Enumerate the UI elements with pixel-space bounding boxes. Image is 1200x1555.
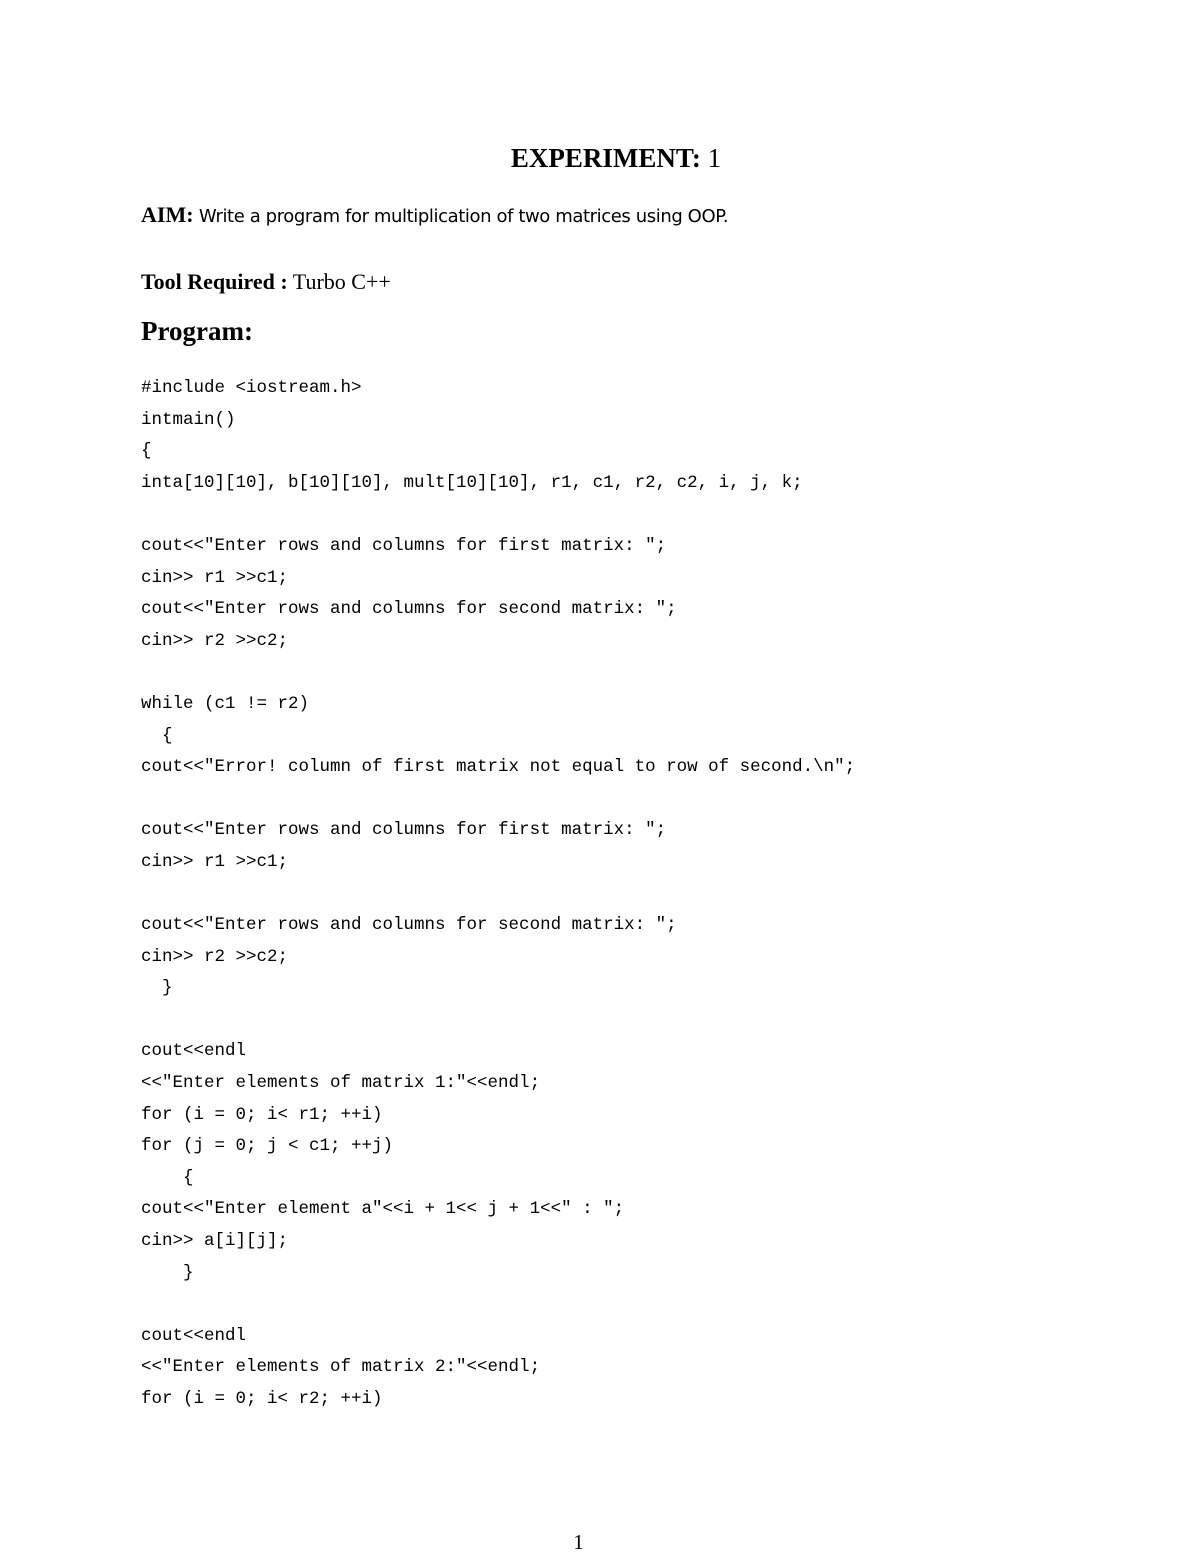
code-line: cout<<"Enter rows and columns for second matrix: "; <box>141 599 677 620</box>
code-line: cin>> r2 >>c2; <box>141 946 289 967</box>
code-line: #include <iostream.h> <box>141 378 362 398</box>
code-line: { <box>141 725 173 746</box>
aim-text: Write a program for multiplication of two matrices using OOP. <box>193 206 729 227</box>
code-line: cout<<"Enter rows and columns for first matrix: "; <box>141 535 667 556</box>
tool-value: Turbo C++ <box>287 269 391 294</box>
aim-label: AIM: <box>141 202 194 227</box>
tool-label: Tool Required : <box>141 269 288 294</box>
code-line <box>141 879 855 911</box>
code-line: <<"Enter elements of matrix 2:"<<endl; <box>141 1357 541 1378</box>
code-line: cout<<endl <box>141 1041 247 1062</box>
code-line: cout<<"Enter element a"<<i + 1<< j + 1<<" : "; <box>141 1199 625 1220</box>
program-heading: Program: <box>141 316 253 346</box>
code-line: for (i = 0; i< r1; ++i) <box>141 1104 383 1125</box>
page-title <box>0 140 1200 176</box>
code-line: cout<<endl <box>141 1325 247 1346</box>
tool-required-line <box>141 267 391 297</box>
title-label: EXPERIMENT: <box>510 143 701 173</box>
code-line: cin>> r2 >>c2; <box>141 630 289 651</box>
code-line <box>141 1289 855 1321</box>
code-line: intmain() <box>141 409 236 430</box>
code-line: cout<<"Enter rows and columns for first matrix: "; <box>141 820 667 841</box>
code-line: cout<<"Error! column of first matrix not equal to row of second.\n"; <box>141 757 856 778</box>
code-line: cin>> r1 >>c1; <box>141 567 289 588</box>
title-number: 1 <box>700 143 722 173</box>
code-line: { <box>141 1167 194 1188</box>
code-line: inta[10][10], b[10][10], mult[10][10], r1, c1, r2, c2, i, j, k; <box>141 472 803 493</box>
code-line: for (i = 0; i< r2; ++i) <box>141 1389 383 1409</box>
code-line: } <box>141 978 173 999</box>
code-line <box>141 499 855 531</box>
code-line: cout<<"Enter rows and columns for second matrix: "; <box>141 915 677 936</box>
code-line: } <box>141 1262 194 1283</box>
code-line <box>141 657 855 689</box>
code-line: while (c1 != r2) <box>141 693 310 714</box>
code-block <box>141 373 855 1416</box>
page-number: 1 <box>573 1530 584 1554</box>
code-line: { <box>141 441 152 462</box>
code-line <box>141 784 855 816</box>
aim-line <box>141 200 728 232</box>
code-line <box>141 1005 855 1037</box>
code-line: cin>> r1 >>c1; <box>141 851 289 872</box>
code-line: for (j = 0; j < c1; ++j) <box>141 1136 394 1157</box>
code-line: <<"Enter elements of matrix 1:"<<endl; <box>141 1073 541 1094</box>
code-line: cin>> a[i][j]; <box>141 1231 289 1252</box>
